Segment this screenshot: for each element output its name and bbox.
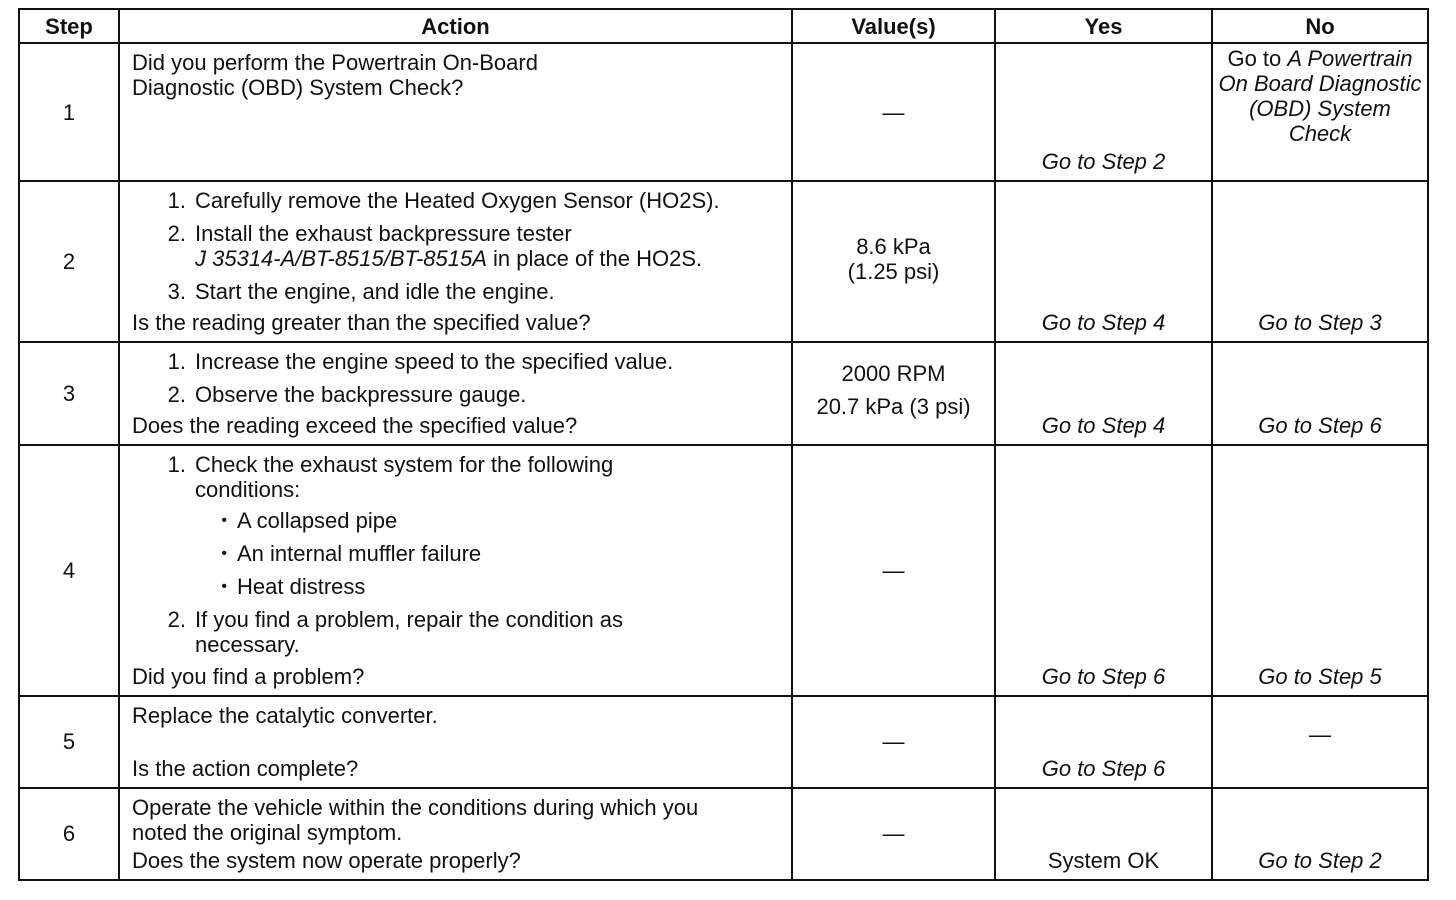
no-link[interactable]	[1213, 44, 1427, 152]
yes-link[interactable]: Go to Step 2	[1041, 149, 1166, 175]
table-row	[19, 43, 1428, 181]
tool-number: J 35314-A/BT-8515/BT-8515A	[195, 246, 487, 272]
step-number: 1	[19, 43, 119, 181]
yes-cell	[995, 445, 1212, 696]
yes-cell	[995, 181, 1212, 341]
yes-cell	[995, 696, 1212, 788]
action-item: 2. Observe the backpressure gauge.	[167, 381, 527, 407]
no-cell: —	[1212, 696, 1428, 788]
no-link[interactable]: Go to Step 3	[1258, 309, 1382, 335]
action-cell	[119, 445, 792, 696]
bullet-item: • Heat distress	[221, 573, 366, 599]
yes-link[interactable]: System OK	[1047, 848, 1160, 873]
value-line: 20.7 kPa (3 psi)	[816, 393, 971, 419]
action-item: 2. If you find a problem, repair the condition as necessary.	[167, 606, 624, 657]
no-cell	[1212, 342, 1428, 445]
action-item: 3. Start the engine, and idle the engine.	[167, 279, 555, 305]
yes-cell	[995, 788, 1212, 880]
step-number: 3	[19, 342, 119, 445]
step-number: 5	[19, 696, 119, 788]
diagnostic-table	[18, 8, 1429, 881]
yes-link[interactable]: Go to Step 6	[1041, 755, 1166, 781]
table-row	[19, 181, 1428, 341]
value-line: 2000 RPM	[841, 360, 946, 386]
action-cell	[119, 788, 792, 880]
yes-link[interactable]: Go to Step 4	[1041, 309, 1166, 335]
header-step: Step	[19, 9, 119, 43]
step-number: 2	[19, 181, 119, 341]
action-item: 2. Install the exhaust backpressure tester J 35314-A/BT-8515/BT-8515A in place of the HO2S.	[167, 221, 703, 272]
no-prefix: Go to	[1227, 46, 1288, 72]
action-text: Replace the catalytic converter.	[132, 702, 438, 728]
no-link[interactable]: Go to Step 5	[1258, 663, 1382, 689]
action-question: Is the action complete?	[132, 755, 359, 781]
header-yes: Yes	[995, 9, 1212, 43]
value-cell: —	[792, 788, 995, 880]
no-link[interactable]: Go to Step 2	[1258, 848, 1382, 873]
bullet-item: • A collapsed pipe	[221, 507, 398, 533]
action-cell	[119, 342, 792, 445]
header-action: Action	[119, 9, 792, 43]
action-item: 1. Increase the engine speed to the specified value.	[167, 348, 674, 374]
yes-link[interactable]: Go to Step 4	[1041, 412, 1166, 438]
yes-link[interactable]: Go to Step 6	[1041, 663, 1166, 689]
value-line: 8.6 kPa	[856, 234, 931, 260]
action-question: Diagnostic (OBD) System Check?	[132, 75, 464, 101]
value-line: (1.25 psi)	[847, 259, 940, 285]
action-question: Did you find a problem?	[132, 663, 365, 689]
table-row	[19, 696, 1428, 788]
no-target: A Powertrain On Board Diagnostic (OBD) System Check	[1218, 46, 1422, 147]
value-cell	[792, 181, 995, 341]
no-link[interactable]: Go to Step 6	[1258, 412, 1382, 438]
header-row	[19, 9, 1428, 43]
table-row	[19, 788, 1428, 880]
header-no: No	[1212, 9, 1428, 43]
no-cell	[1212, 181, 1428, 341]
table-row	[19, 445, 1428, 696]
action-text: noted the original symptom.	[132, 819, 403, 845]
value-cell: —	[792, 43, 995, 181]
value-cell: —	[792, 696, 995, 788]
action-text: Operate the vehicle within the conditions during which you	[132, 794, 699, 820]
action-cell	[119, 43, 792, 181]
action-item: 1. Check the exhaust system for the following conditions: • A collapsed pipe • An internal muffler failure • Heat distress	[167, 451, 614, 599]
action-question: Is the reading greater than the specified value?	[132, 309, 591, 335]
action-question: Does the reading exceed the specified value?	[132, 412, 578, 438]
action-question: Did you perform the Powertrain On-Board	[132, 50, 538, 76]
action-item: 1. Carefully remove the Heated Oxygen Sensor (HO2S).	[167, 188, 720, 214]
header-values: Value(s)	[792, 9, 995, 43]
yes-cell	[995, 342, 1212, 445]
action-cell	[119, 181, 792, 341]
no-cell	[1212, 788, 1428, 880]
value-cell	[792, 342, 995, 445]
table-row	[19, 342, 1428, 445]
step-number: 4	[19, 445, 119, 696]
no-cell	[1212, 43, 1428, 181]
action-cell	[119, 696, 792, 788]
no-cell	[1212, 445, 1428, 696]
value-cell: —	[792, 445, 995, 696]
yes-cell	[995, 43, 1212, 181]
action-question: Does the system now operate properly?	[132, 848, 521, 873]
step-number: 6	[19, 788, 119, 880]
bullet-item: • An internal muffler failure	[221, 540, 482, 566]
